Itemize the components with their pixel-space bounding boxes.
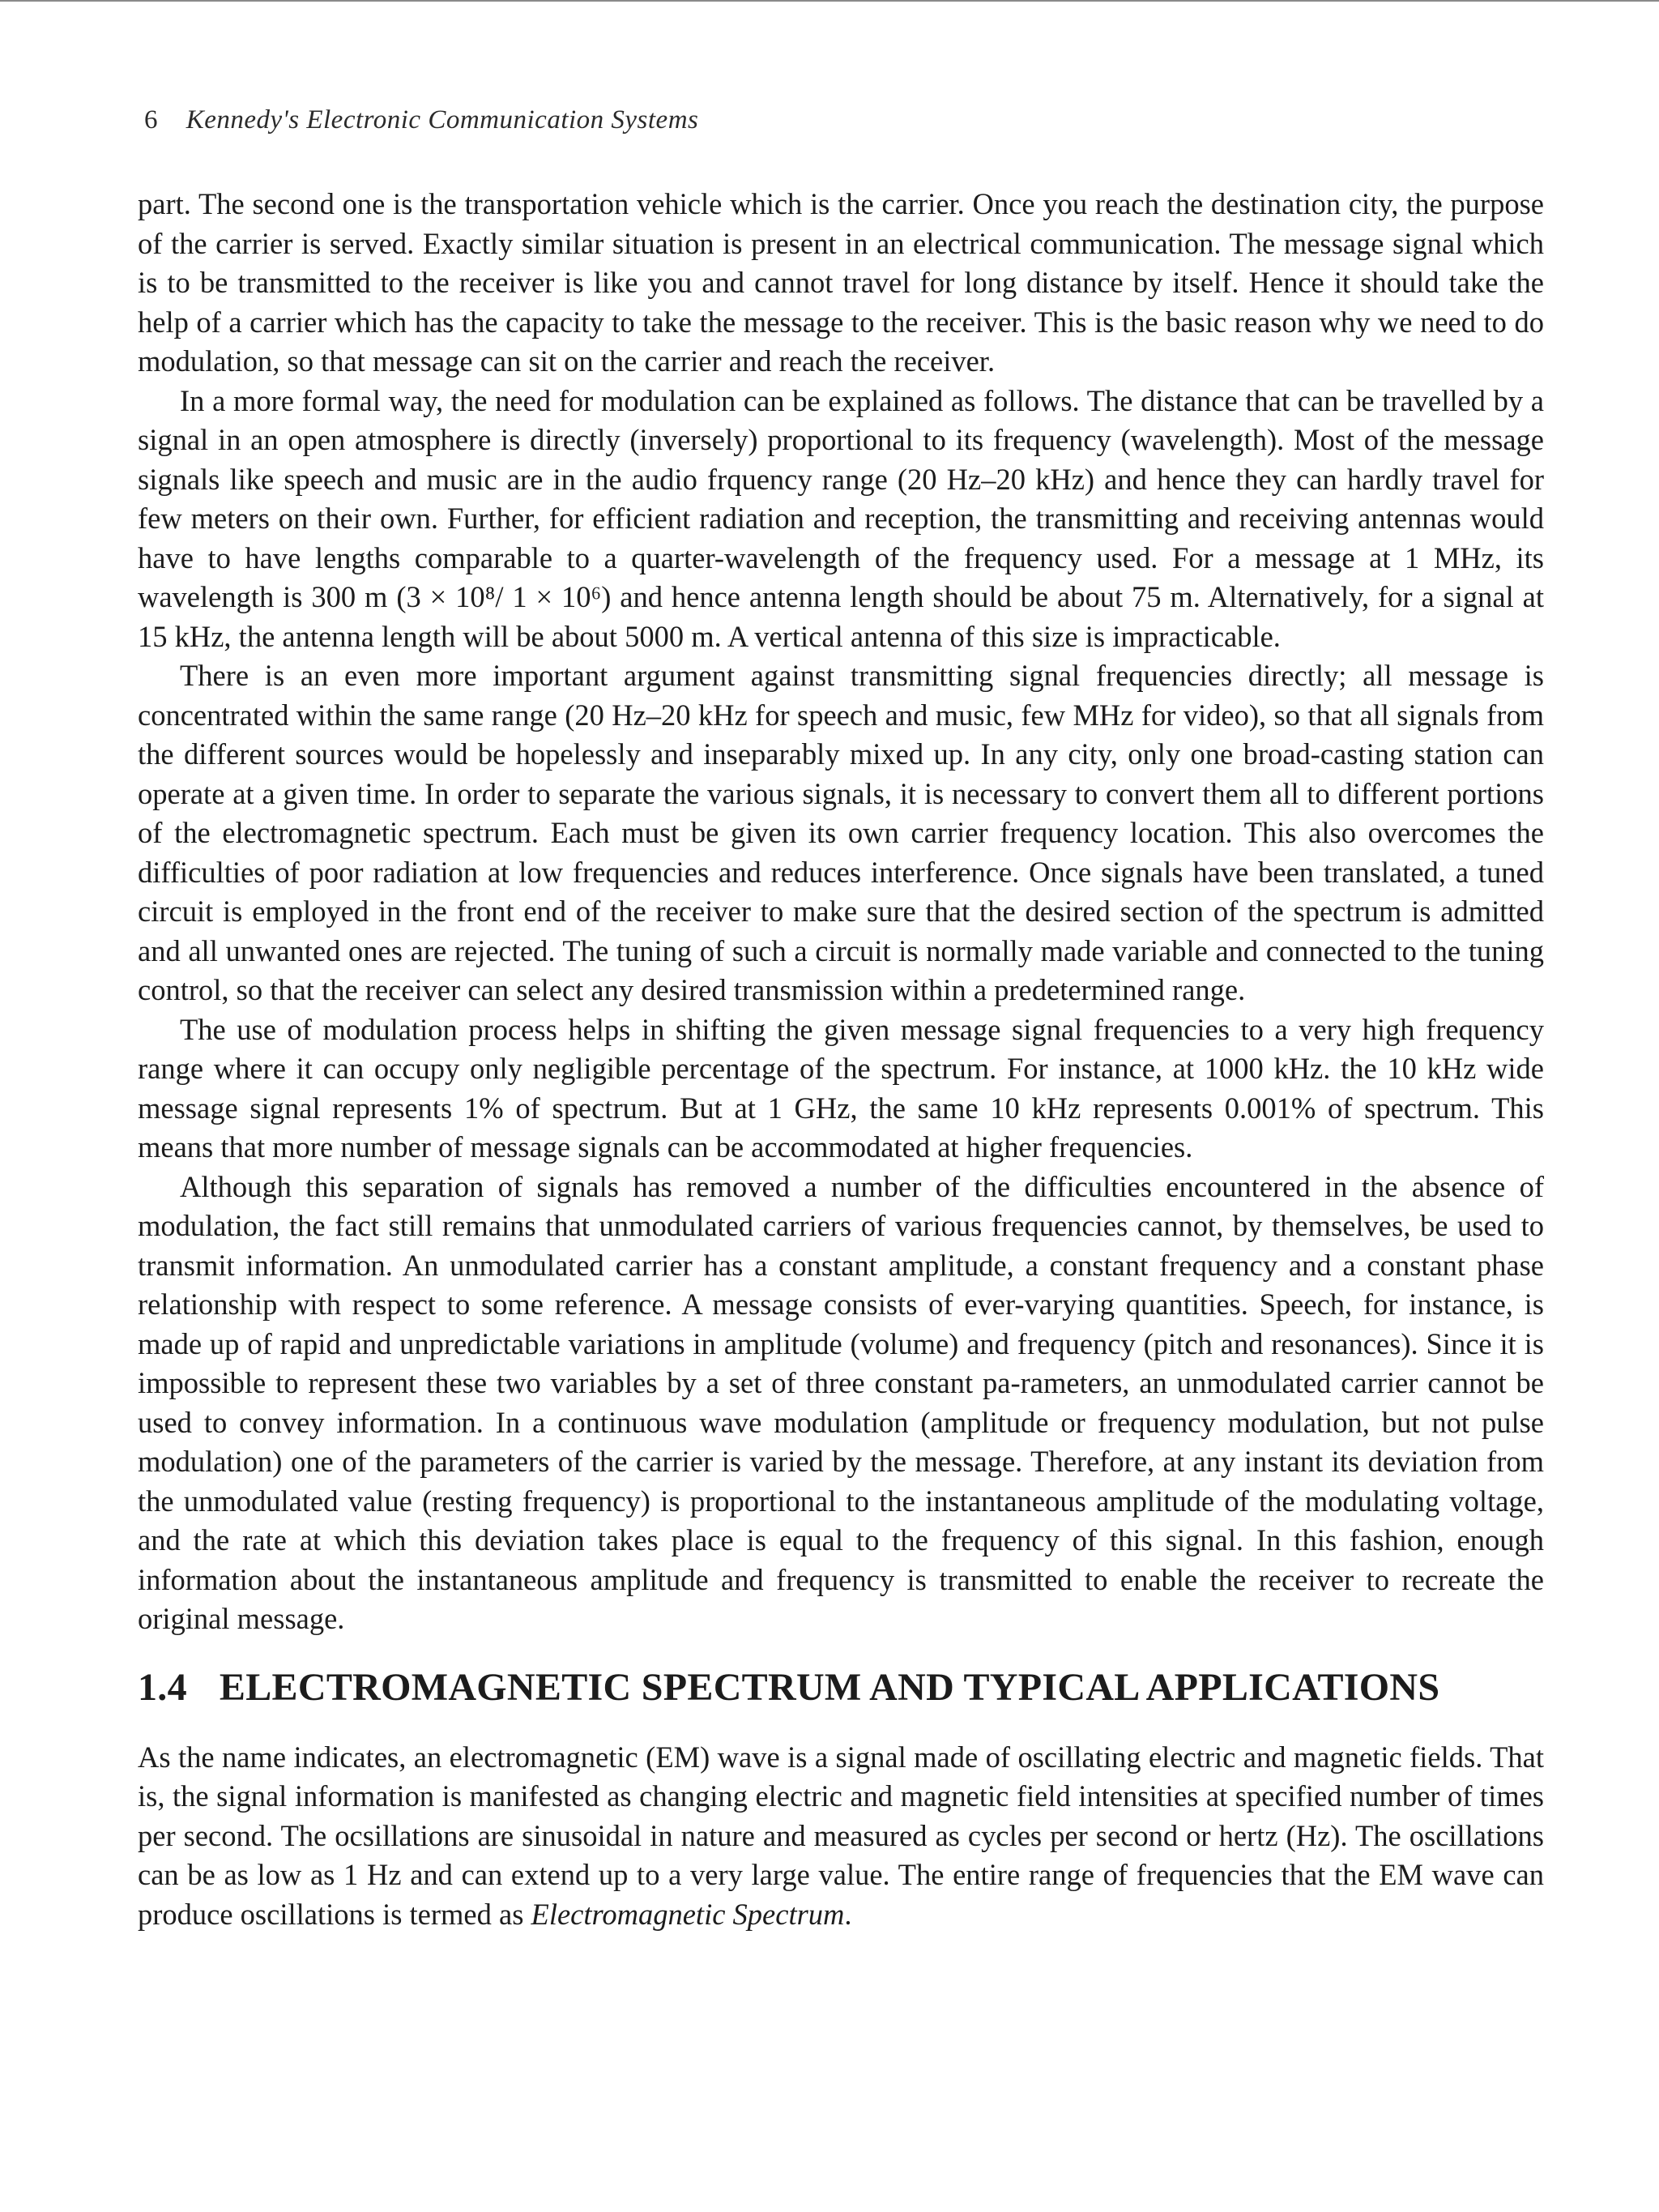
- section-title: ELECTROMAGNETIC SPECTRUM AND TYPICAL APPLICATIONS: [219, 1665, 1440, 1709]
- page-body: [138, 185, 1544, 1934]
- body-paragraph-5: Although this separation of signals has removed a number of the difficulties encountered in the absence of modulation, the fact still remains that unmodulated carriers of various frequencies cannot, by themselves, be used to transmit information. An unmodulated carrier has a constant amplitude, a constant frequency and a constant phase relationship with respect to some reference. A message consists of ever-varying quantities. Speech, for instance, is made up of rapid and unpredictable variations in amplitude (volume) and frequency (pitch and resonances). Since it is impossible to represent these two variables by a set of three constant pa-rameters, an unmodulated carrier cannot be used to convey information. In a continuous wave modulation (amplitude or frequency modulation, but not pulse modulation) one of the parameters of the carrier is varied by the message. Therefore, at any instant its deviation from the unmodulated value (resting frequency) is proportional to the instantaneous amplitude of the modulating voltage, and the rate at which this deviation takes place is equal to the frequency of this signal. In this fashion, enough information about the instantaneous amplitude and frequency is transmitted to enable the receiver to recreate the original message.: [138, 1169, 1544, 1635]
- term-emphasis: Electromagnetic Spectrum: [531, 1897, 845, 1931]
- body-paragraph-3: There is an even more important argument against transmitting signal frequencies directly; all message is concentrated within the same range (20 Hz–20 kHz for speech and music, few MHz for video), so that all signals from the different sources would be hopelessly and inseparably mixed up. In any city, only one broad-casting station can operate at a given time. In order to separate the various signals, it is necessary to convert them all to different portions of the electromagnetic spectrum. Each must be given its own carrier frequency location. This also overcomes the difficulties of poor radiation at low frequencies and reduces interference. Once signals have been translated, a tuned circuit is employed in the front end of the receiver to make sure that the desired section of the spectrum is admitted and all unwanted ones are rejected. The tuning of such a circuit is normally made variable and connected to the tuning control, so that the receiver can select any desired transmission within a predetermined range.: [138, 659, 1544, 1006]
- section-paragraph-text: As the name indicates, an electromagnetic (EM) wave is a signal made of oscillating electric and magnetic fields. That is, the signal information is manifested as changing electric and magnetic field intensities at specified number of times per second. The ocsillations are sinusoidal in nature and measured as cycles per second or hertz (Hz). The oscillations can be as low as 1 Hz and can extend up to a very large value. The entire range of frequencies that the EM wave can produce oscillations is termed as: [138, 1740, 1544, 1931]
- running-head: [144, 105, 698, 135]
- section-number: 1.4: [138, 1665, 187, 1709]
- body-paragraph-4: The use of modulation process helps in shifting the given message signal frequencies to a very high frequency range where it can occupy only negligible percentage of the spectrum. For instance, at 1000 kHz. the 10 kHz wide message signal represents 1% of spectrum. But at 1 GHz, the same 10 kHz represents 0.001% of spectrum. This means that more number of message signals can be accommodated at higher frequencies.: [138, 1012, 1544, 1164]
- section-paragraph: [138, 1738, 1544, 1935]
- section-paragraph-end: .: [844, 1897, 852, 1931]
- section-heading: [138, 1665, 1544, 1710]
- book-title: Kennedy's Electronic Communication Systems: [186, 105, 699, 135]
- body-paragraph-2: In a more formal way, the need for modulation can be explained as follows. The distance that can be travelled by a signal in an open atmosphere is directly (inversely) proportional to its frequency (wavelength). Most of the message signals like speech and music are in the audio frquency range (20 Hz–20 kHz) and hence they can hardly travel for few meters on their own. Further, for efficient radiation and reception, the transmitting and receiving antennas would have to have lengths comparable to a quarter-wavelength of the frequency used. For a message at 1 MHz, its wavelength is 300 m (3 × 10⁸/ 1 × 10⁶) and hence antenna length should be about 75 m. Alternatively, for a signal at 15 kHz, the antenna length will be about 5000 m. A vertical antenna of this size is impracticable.: [138, 383, 1544, 653]
- body-paragraph-1: part. The second one is the transportation vehicle which is the carrier. Once you reach the destination city, the purpose of the carrier is served. Exactly similar situation is present in an electrical communication. The message signal which is to be transmitted to the receiver is like you and cannot travel for long distance by itself. Hence it should take the help of a carrier which has the capacity to take the message to the receiver. This is the basic reason why we need to do modulation, so that message can sit on the carrier and reach the receiver.: [138, 187, 1544, 378]
- page-number: 6: [144, 105, 158, 135]
- page-top-rule: [0, 0, 1659, 2]
